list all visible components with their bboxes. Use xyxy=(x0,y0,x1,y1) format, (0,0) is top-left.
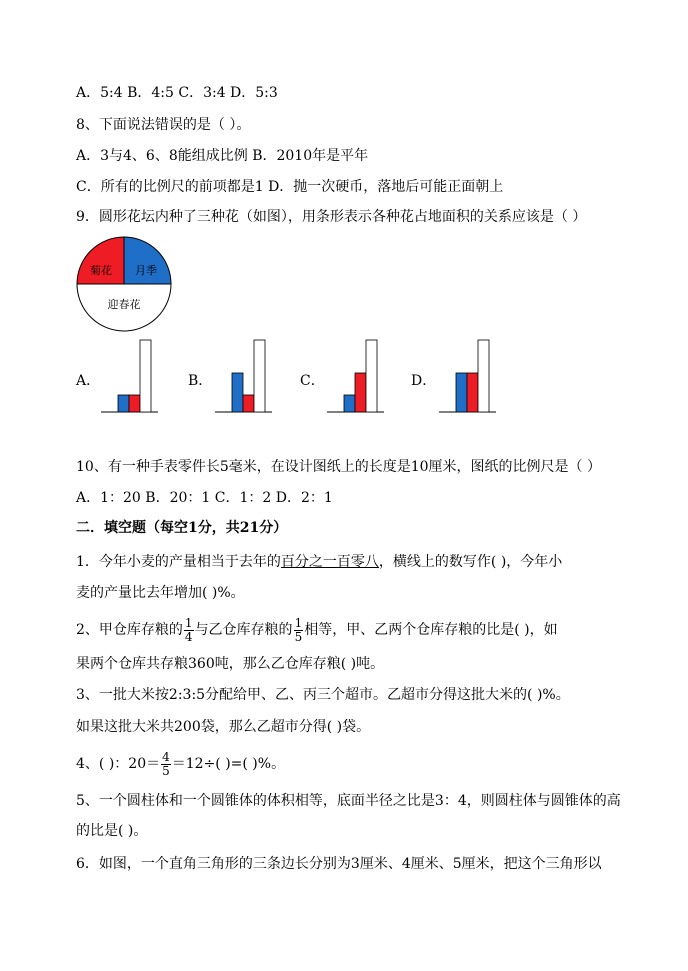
f4-p1: 4、( )：20＝ xyxy=(76,756,161,772)
q9-option-b-chart xyxy=(214,338,274,418)
pie-label-yueji: 月季 xyxy=(135,264,157,277)
q9-option-d-chart xyxy=(438,338,498,418)
fraction-denominator: 5 xyxy=(294,629,303,644)
f6-line1: 6．如图，一个直角三角形的三条边长分别为3厘米、4厘米、5厘米，把这个三角形以 xyxy=(76,856,602,872)
bar-red xyxy=(355,373,366,412)
q9-option-b-label: B． xyxy=(188,373,213,389)
q10-stem: 10、有一种手表零件长5毫米，在设计图纸上的长度是10厘米，图纸的比例尺是（ ） xyxy=(76,459,601,475)
q9-option-c-label: C． xyxy=(300,373,325,389)
section-title-fill-in: 二．填空题（每空1分，共21分） xyxy=(76,520,288,536)
pie-label-yingchunhua: 迎春花 xyxy=(107,298,141,311)
bar-blue xyxy=(456,373,467,412)
f5-line2: 的比是( )。 xyxy=(76,823,148,839)
q9-stem: 9．圆形花坛内种了三种花（如图），用条形表示各种花占地面积的关系应该是（ ） xyxy=(76,209,587,225)
bar-white xyxy=(140,340,151,412)
fraction-numerator: 1 xyxy=(294,615,303,630)
f1-pre: 1．今年小麦的产量相当于去年的 xyxy=(76,554,281,570)
fraction-1-4 xyxy=(184,617,194,644)
q8-options-cd: C．所有的比例尺的前项都是1 D．抛一次硬币，落地后可能正面朝上 xyxy=(76,179,504,195)
q9-option-c-chart xyxy=(326,338,386,418)
f3-line1: 3、一批大米按2:3:5分配给甲、乙、丙三个超市。乙超市分得这批大米的( )%。 xyxy=(76,687,570,703)
f1-underlined: 百分之一百零八 xyxy=(280,554,379,570)
fraction-numerator: 1 xyxy=(184,615,193,630)
bar-red xyxy=(467,373,478,412)
f2-p2: 与乙仓库存粮的 xyxy=(194,622,293,638)
fraction-denominator: 4 xyxy=(184,629,193,644)
q8-stem: 8、下面说法错误的是（ ）。 xyxy=(76,117,251,133)
f2-p3: 相等，甲、乙两个仓库存粮的比是( )，如 xyxy=(304,622,558,638)
q10-options: A．1：20 B．20：1 C．1：2 D．2：1 xyxy=(76,490,333,506)
f2-line1 xyxy=(76,616,558,644)
q9-option-a-chart xyxy=(100,338,160,418)
f2-line2: 果两个仓库共存粮360吨，那么乙仓库存粮( )吨。 xyxy=(76,656,385,672)
bar-blue xyxy=(344,395,355,412)
bar-white xyxy=(254,340,265,412)
f3-line2: 如果这批大米共200袋，那么乙超市分得( )袋。 xyxy=(76,719,371,735)
fraction-denominator: 5 xyxy=(162,763,170,778)
f1-post: ，横线上的数写作( )，今年小 xyxy=(378,554,563,570)
bar-white xyxy=(366,340,377,412)
q8-options-ab: A．3与4、6、8能组成比例 B．2010年是平年 xyxy=(76,148,369,164)
bar-red xyxy=(129,395,140,412)
fraction-numerator: 4 xyxy=(162,749,170,764)
f1-line1 xyxy=(76,553,562,571)
f4-p2: ＝12÷( )=( )%。 xyxy=(171,756,286,772)
bar-blue xyxy=(232,373,243,412)
pie-label-juhua: 菊花 xyxy=(90,264,112,277)
bar-blue xyxy=(118,395,129,412)
flower-bed-pie-figure xyxy=(76,236,172,332)
f5-line1: 5、一个圆柱体和一个圆锥体的体积相等，底面半径之比是3：4，则圆柱体与圆锥体的高 xyxy=(76,793,621,809)
q9-option-d-label: D． xyxy=(411,373,437,389)
f1-line2: 麦的产量比去年增加( )%。 xyxy=(76,585,245,601)
q7-options: A．5:4 B．4:5 C．3:4 D．5:3 xyxy=(76,85,278,101)
f2-p1: 2、甲仓库存粮的 xyxy=(76,622,183,638)
f4-line xyxy=(76,750,285,778)
bar-red xyxy=(243,395,254,412)
fraction-4-5 xyxy=(161,751,171,778)
bar-white xyxy=(478,340,489,412)
q9-option-a-label: A． xyxy=(76,373,101,389)
fraction-1-5 xyxy=(294,617,304,644)
